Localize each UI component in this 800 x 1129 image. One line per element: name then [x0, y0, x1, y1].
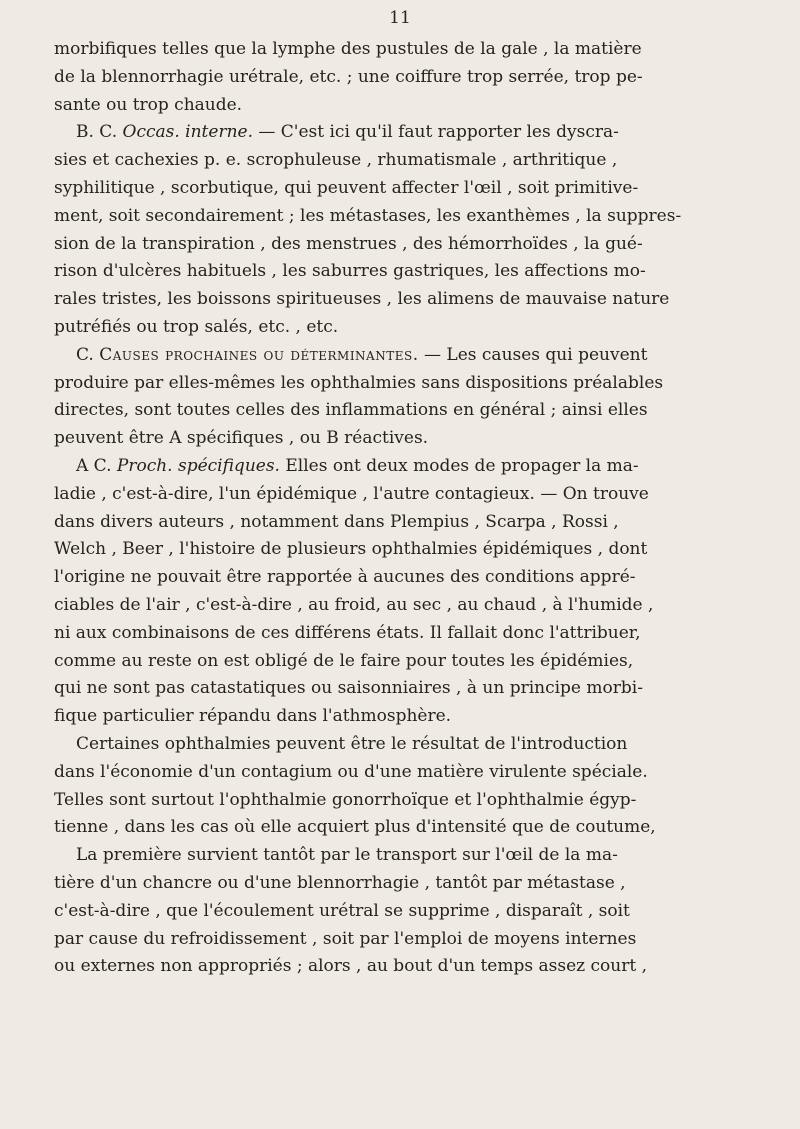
line-prefix: C.: [76, 344, 100, 365]
line-text: ladie , c'est-à-dire, l'un épidémique , l'autre contagieux. — On trouve: [54, 483, 649, 504]
line-text: c'est-à-dire , que l'écoulement urétral se supprime , disparaît , soit: [54, 900, 630, 921]
text-line: [54, 397, 754, 425]
text-line: [54, 370, 754, 398]
text-line: [54, 92, 754, 120]
section-heading: Proch. spécifiques.: [116, 455, 280, 476]
line-text: Welch , Beer , l'histoire de plusieurs ophthalmies épidémiques , dont: [54, 539, 648, 560]
body-text: [54, 36, 754, 981]
line-text: — Les causes qui peuvent: [418, 344, 648, 365]
text-line: [54, 509, 754, 537]
text-line: [54, 231, 754, 259]
line-text: ment, soit secondairement ; les métastases, les exanthèmes , la suppres-: [54, 205, 682, 226]
section-heading: Causes prochaines ou déterminantes.: [99, 344, 419, 365]
section-heading: Occas. interne.: [122, 122, 253, 143]
text-line: [54, 731, 754, 759]
line-text: de la blennorrhagie urétrale, etc. ; une coiffure trop serrée, trop pe-: [54, 66, 643, 87]
text-line: [54, 648, 754, 676]
text-line: [54, 870, 754, 898]
line-text: tienne , dans les cas où elle acquiert plus d'intensité que de coutume,: [54, 817, 656, 838]
line-text: ou externes non appropriés ; alors , au bout d'un temps assez court ,: [54, 956, 647, 977]
text-line: [54, 453, 754, 481]
line-text: — C'est ici qu'il faut rapporter les dyscra-: [252, 122, 619, 143]
text-line: [54, 203, 754, 231]
line-text: ni aux combinaisons de ces différens états. Il fallait donc l'attribuer,: [54, 622, 641, 643]
text-line: [54, 286, 754, 314]
line-text: dans divers auteurs , notamment dans Plempius , Scarpa , Rossi ,: [54, 511, 619, 532]
line-text: directes, sont toutes celles des inflammations en général ; ainsi elles: [54, 400, 648, 421]
line-text: morbifiques telles que la lymphe des pustules de la gale , la matière: [54, 39, 642, 59]
line-text: Certaines ophthalmies peuvent être le résultat de l'introduction: [76, 733, 628, 754]
line-text: peuvent être A spécifiques , ou B réactives.: [54, 428, 429, 449]
text-line: [54, 258, 754, 286]
line-text: sion de la transpiration , des menstrues , des hémorrhoïdes , la gué-: [54, 233, 643, 254]
text-line: [54, 842, 754, 870]
line-text: rales tristes, les boissons spiritueuses , les alimens de mauvaise nature: [54, 289, 670, 310]
text-line: [54, 175, 754, 203]
line-prefix: A C.: [76, 455, 117, 476]
line-text: sante ou trop chaude.: [54, 94, 243, 115]
text-line: [54, 703, 754, 731]
text-line: [54, 536, 754, 564]
page-number: 11: [389, 8, 411, 28]
line-text: produire par elles-mêmes les ophthalmies sans dispositions préalables: [54, 372, 664, 393]
line-text: putréfiés ou trop salés, etc. , etc.: [54, 316, 339, 337]
text-line: [54, 759, 754, 787]
line-text: fique particulier répandu dans l'athmosphère.: [54, 706, 452, 727]
text-line: [54, 481, 754, 509]
line-prefix: B. C.: [76, 122, 123, 143]
text-line: [54, 675, 754, 703]
text-line: [54, 147, 754, 175]
text-line: [54, 564, 754, 592]
line-text: Elles ont deux modes de propager la ma-: [279, 455, 639, 476]
line-text: rison d'ulcères habituels , les saburres gastriques, les affections mo-: [54, 261, 646, 282]
text-line: [54, 787, 754, 815]
text-line: [54, 119, 754, 147]
text-line: [54, 592, 754, 620]
line-text: qui ne sont pas catastatiques ou saisonniaires , à un principe morbi-: [54, 678, 643, 699]
text-line: [54, 64, 754, 92]
text-line: [54, 814, 754, 842]
line-text: Telles sont surtout l'ophthalmie gonorrhoïque et l'ophthalmie égyp-: [54, 789, 637, 810]
text-line: [54, 898, 754, 926]
text-line: [54, 620, 754, 648]
text-line: [54, 953, 754, 981]
text-line: [54, 926, 754, 954]
text-line: [54, 342, 754, 370]
text-line: [54, 36, 754, 64]
line-text: syphilitique , scorbutique, qui peuvent affecter l'œil , soit primitive-: [54, 177, 639, 198]
text-line: [54, 425, 754, 453]
line-text: l'origine ne pouvait être rapportée à aucunes des conditions appré-: [54, 567, 636, 588]
line-text: dans l'économie d'un contagium ou d'une matière virulente spéciale.: [54, 761, 648, 782]
line-text: par cause du refroidissement , soit par l'emploi de moyens internes: [54, 928, 637, 949]
line-text: ciables de l'air , c'est-à-dire , au froid, au sec , au chaud , à l'humide ,: [54, 594, 654, 615]
line-text: comme au reste on est obligé de le faire pour toutes les épidémies,: [54, 650, 634, 671]
text-line: [54, 314, 754, 342]
line-text: tière d'un chancre ou d'une blennorrhagie , tantôt par métastase ,: [54, 872, 626, 893]
line-text: sies et cachexies p. e. scrophuleuse , rhumatismale , arthritique ,: [54, 150, 618, 171]
line-text: La première survient tantôt par le transport sur l'œil de la ma-: [76, 845, 618, 866]
